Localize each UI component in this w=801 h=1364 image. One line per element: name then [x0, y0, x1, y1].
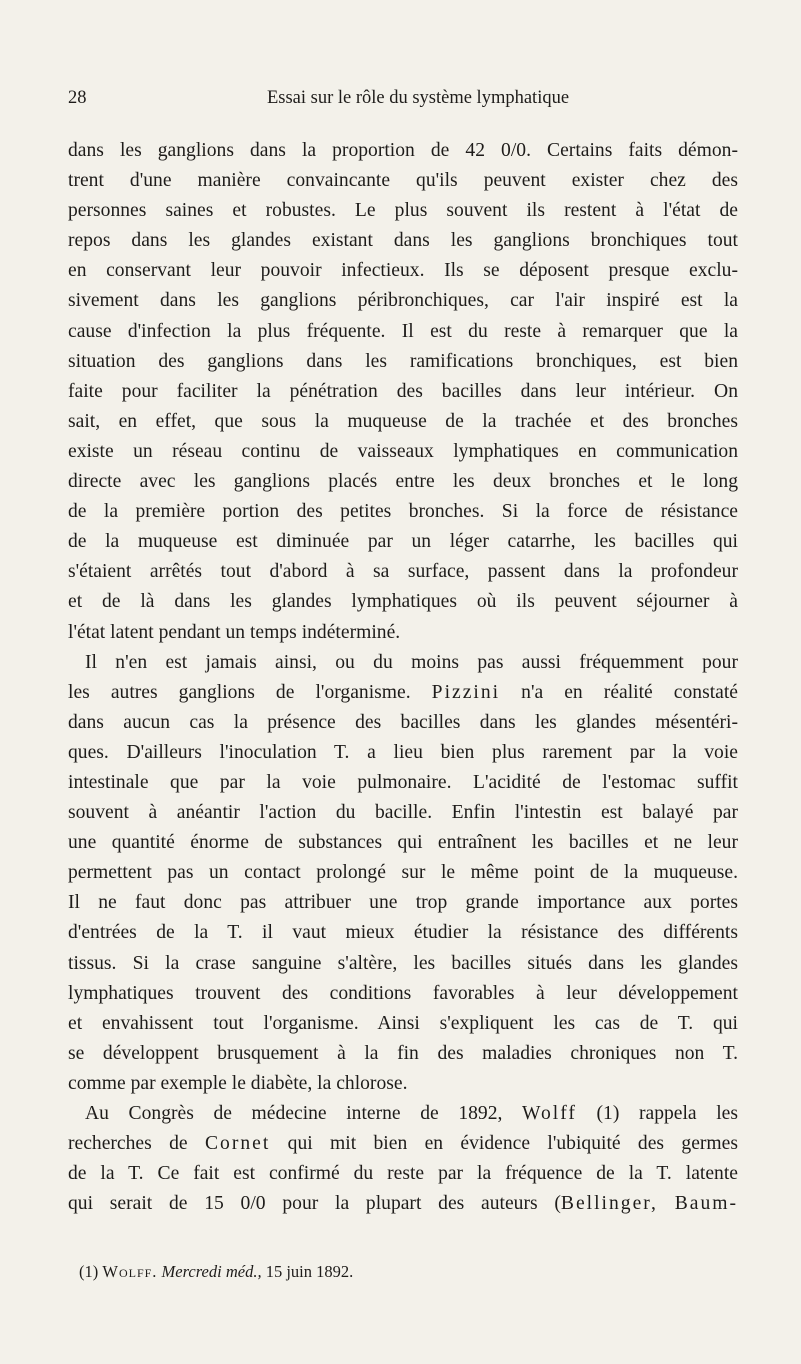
- text-fragment: qui serait de 15 0/0 pour la plupart des auteurs (: [68, 1193, 561, 1215]
- text-line: lymphatiques trouvent des conditions favorables à leur développement: [68, 982, 738, 1004]
- text-line: personnes saines et robustes. Le plus souvent ils restent à l'état de: [68, 200, 738, 222]
- text-line: permettent pas un contact prolongé sur le même point de la muqueuse.: [68, 862, 738, 884]
- text-line: dans les ganglions dans la proportion de 42 0/0. Certains faits démon-: [68, 140, 738, 161]
- text-line: de la muqueuse est diminuée par un léger catarrhe, les bacilles qui: [68, 531, 738, 553]
- text-line: s'étaient arrêtés tout d'abord à sa surface, passent dans la profondeur: [68, 561, 738, 583]
- paragraph-1: [68, 136, 738, 648]
- text-line: directe avec les ganglions placés entre les deux bronches et le long: [68, 471, 738, 493]
- text-line: une quantité énorme de substances qui entraînent les bacilles et ne leur: [68, 832, 738, 854]
- text-fragment: les autres ganglions de l'organisme.: [68, 681, 411, 703]
- footnote-journal: Mercredi méd.,: [161, 1262, 262, 1281]
- page-number: 28: [68, 88, 87, 108]
- text-line: [68, 1099, 738, 1129]
- text-fragment: n'a en réalité constaté: [521, 681, 738, 703]
- footnote-date: 15 juin 1892.: [265, 1262, 354, 1281]
- author-name-baum: Baum-: [674, 1193, 738, 1215]
- author-name-bellinger: Bellinger,: [560, 1193, 658, 1215]
- text-line: cause d'infection la plus fréquente. Il est du reste à remarquer que la: [68, 320, 738, 342]
- text-line: faite pour faciliter la pénétration des bacilles dans leur intérieur. On: [68, 380, 738, 402]
- text-line: sait, en effet, que sous la muqueuse de la trachée et des bronches: [68, 410, 738, 432]
- paragraph-2: [68, 648, 738, 1099]
- text-fragment: recherches de: [68, 1133, 188, 1155]
- text-line: comme par exemple le diabète, la chlorose.: [68, 1072, 408, 1094]
- text-line: d'entrées de la T. il vaut mieux étudier la résistance des différents: [68, 922, 738, 944]
- text-line: [68, 1129, 738, 1159]
- text-line: trent d'une manière convaincante qu'ils peuvent exister chez des: [68, 170, 738, 192]
- footnote-author: Wolff.: [102, 1262, 158, 1281]
- text-line: repos dans les glandes existant dans les ganglions bronchiques tout: [68, 230, 738, 252]
- text-line: dans aucun cas la présence des bacilles dans les glandes mésentéri-: [68, 711, 738, 733]
- paragraph-3: [68, 1099, 738, 1219]
- text-line: [68, 678, 738, 708]
- text-line: et de là dans les glandes lymphatiques où ils peuvent séjourner à: [68, 591, 738, 613]
- text-line: existe un réseau continu de vaisseaux lymphatiques en communication: [68, 440, 738, 462]
- text-line: et envahissent tout l'organisme. Ainsi s'expliquent les cas de T. qui: [68, 1012, 738, 1034]
- text-line: [68, 1189, 738, 1219]
- text-line: sivement dans les ganglions péribronchiques, car l'air inspiré est la: [68, 290, 738, 312]
- text-line: Il ne faut donc pas attribuer une trop grande importance aux portes: [68, 892, 738, 914]
- text-line: l'état latent pendant un temps indéterminé.: [68, 621, 401, 643]
- text-line: souvent à anéantir l'action du bacille. Enfin l'intestin est balayé par: [68, 802, 738, 824]
- author-name-cornet: Cornet: [204, 1133, 271, 1155]
- body-text: [68, 136, 738, 1219]
- text-line: de la première portion des petites bronches. Si la force de résistance: [68, 501, 738, 523]
- text-line: Il n'en est jamais ainsi, ou du moins pas aussi fréquemment pour: [85, 651, 738, 673]
- text-fragment: qui mit bien en évidence l'ubiquité des germes: [287, 1133, 738, 1155]
- text-line: intestinale que par la voie pulmonaire. L'acidité de l'estomac suffit: [68, 771, 738, 793]
- page-header: [68, 88, 738, 114]
- text-line: se développent brusquement à la fin des maladies chroniques non T.: [68, 1042, 738, 1064]
- footnote: [79, 1262, 353, 1282]
- running-title: Essai sur le rôle du système lymphatique: [266, 88, 570, 108]
- text-line: de la T. Ce fait est confirmé du reste par la fréquence de la T. latente: [68, 1163, 738, 1185]
- text-line: en conservant leur pouvoir infectieux. Ils se déposent presque exclu-: [68, 260, 738, 282]
- author-name-pizzini: Pizzini: [431, 681, 501, 703]
- text-line: ques. D'ailleurs l'inoculation T. a lieu bien plus rarement par la voie: [68, 741, 738, 763]
- text-fragment: (1) rappela les: [596, 1103, 738, 1124]
- text-line: situation des ganglions dans les ramifications bronchiques, est bien: [68, 350, 738, 372]
- text-fragment: Au Congrès de médecine interne de 1892,: [85, 1103, 503, 1124]
- text-line: tissus. Si la crase sanguine s'altère, les bacilles situés dans les glandes: [68, 952, 738, 974]
- author-name-wolff: Wolff: [522, 1103, 577, 1124]
- footnote-marker: (1): [79, 1262, 99, 1281]
